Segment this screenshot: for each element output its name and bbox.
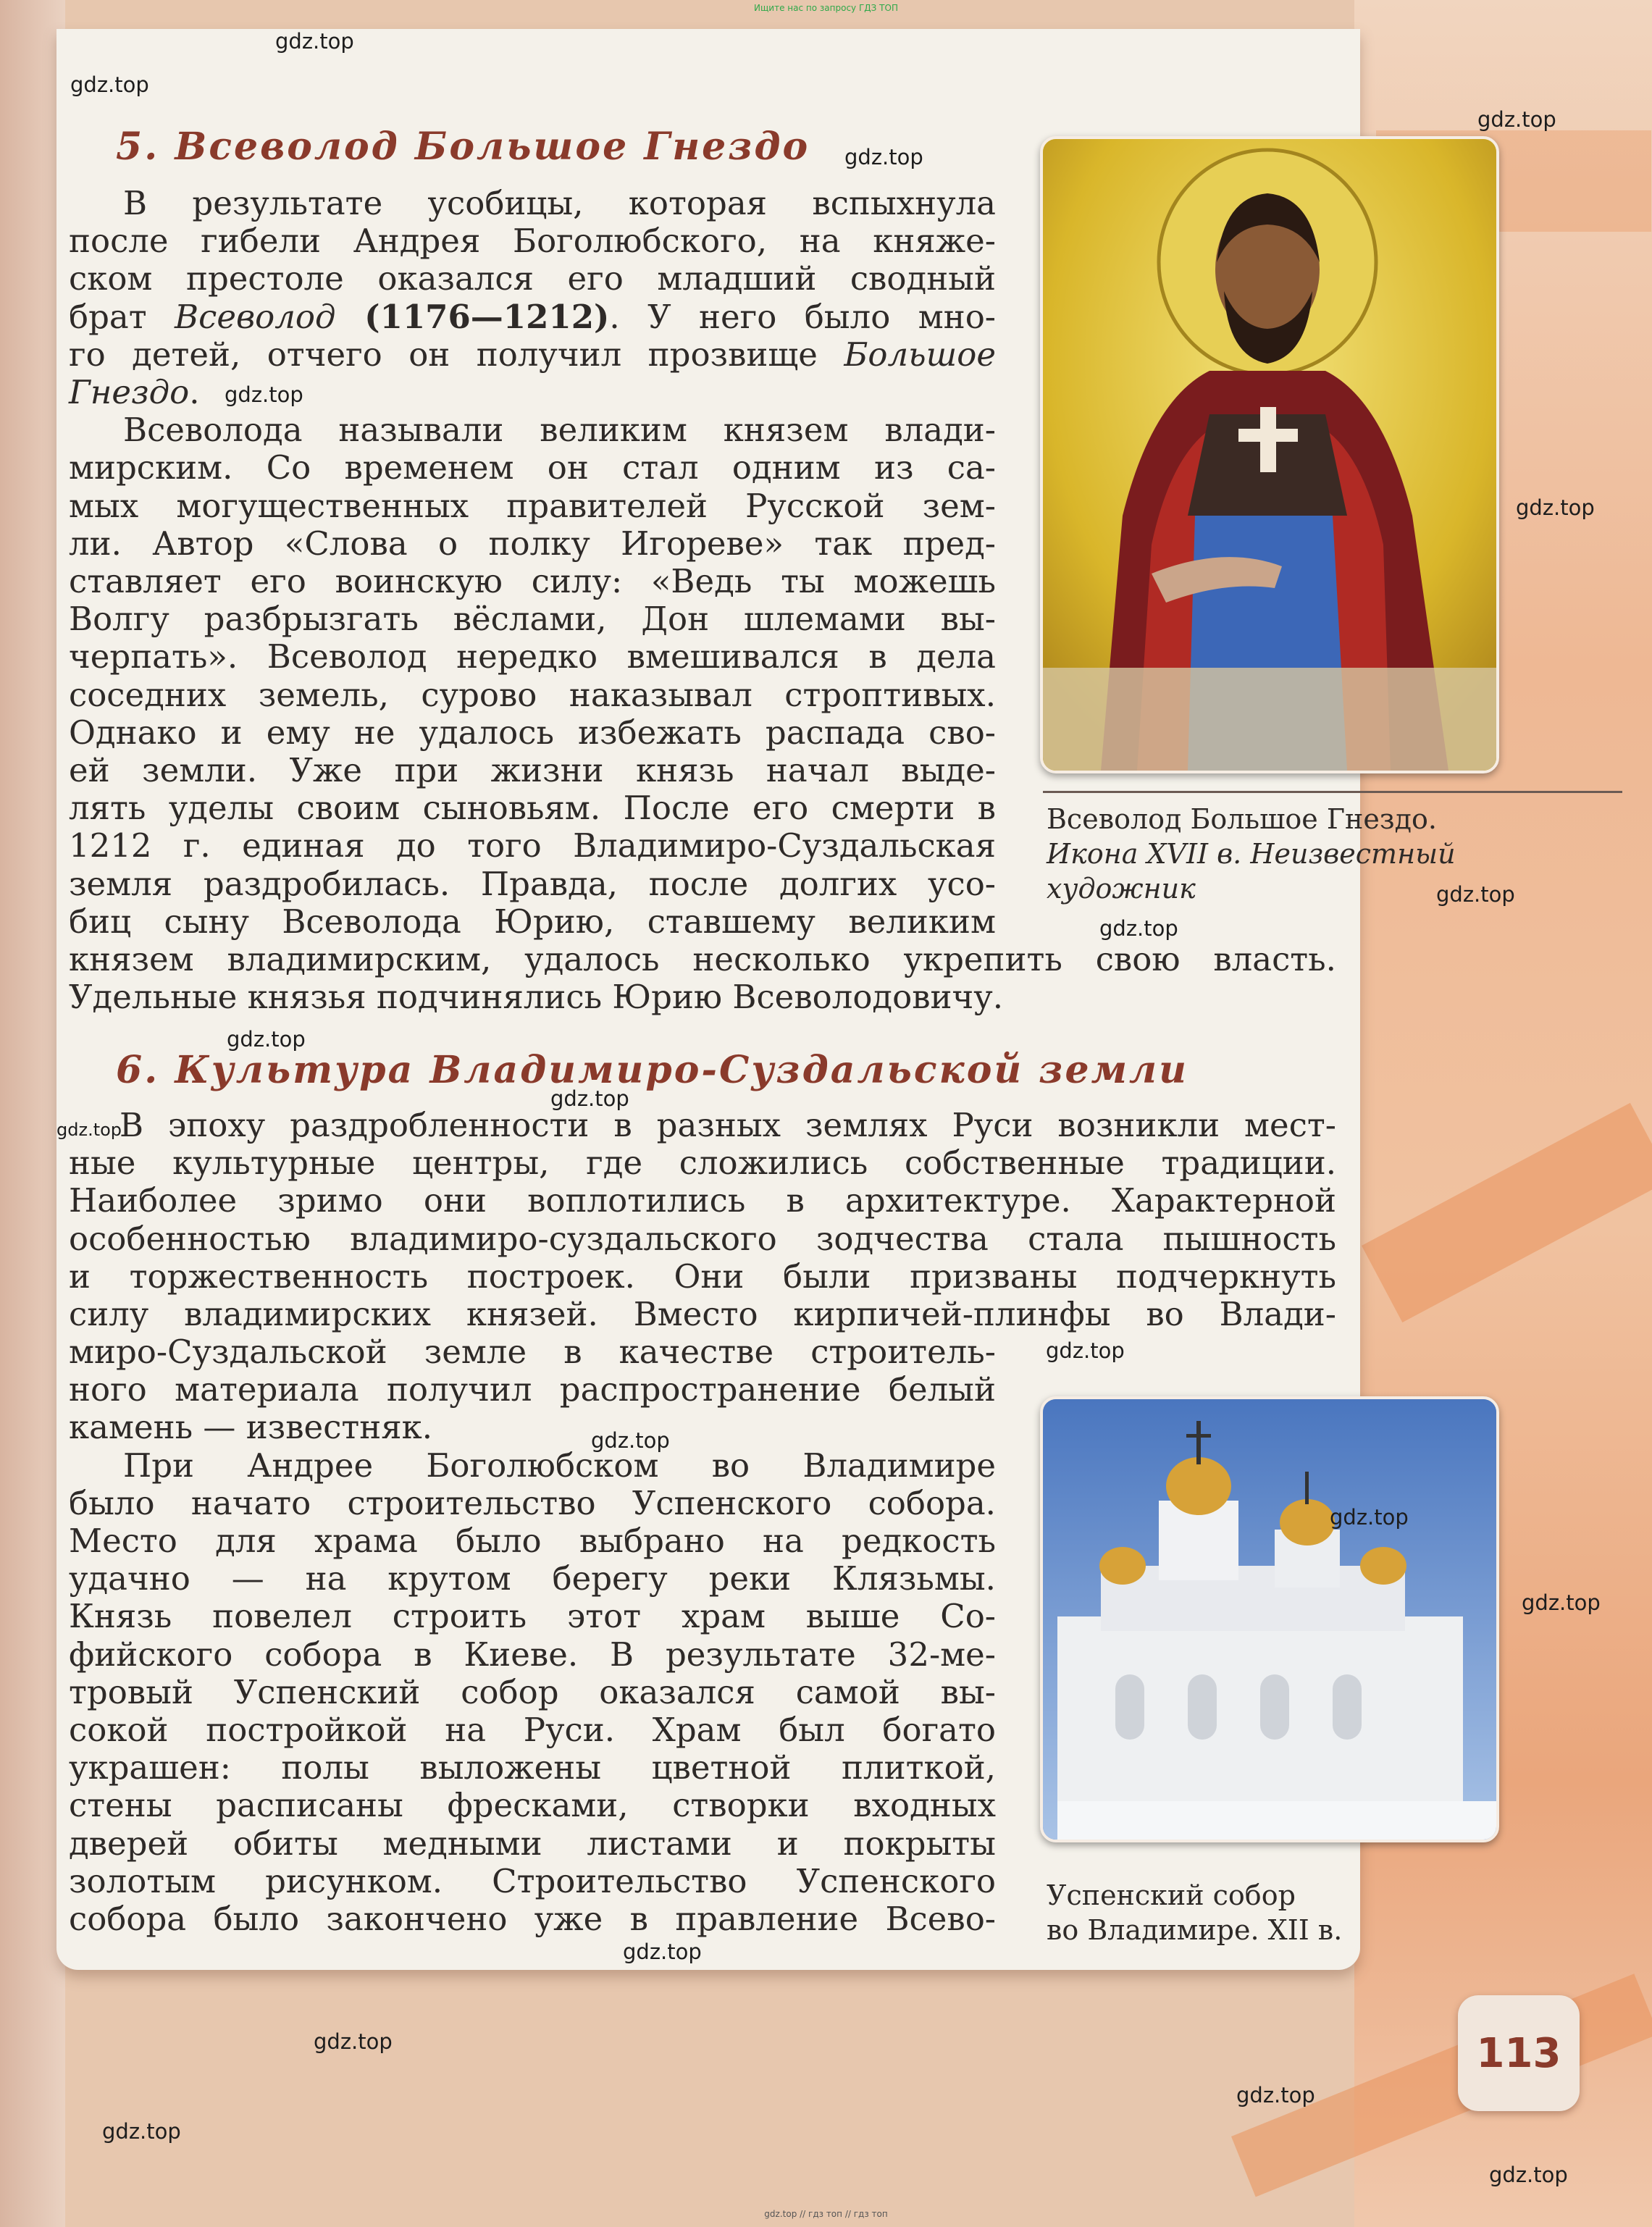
watermark: gdz.top	[1046, 1338, 1125, 1363]
cathedral-illustration	[1043, 1399, 1496, 1840]
watermark: gdz.top	[314, 2029, 393, 2054]
watermark: gdz.top	[1436, 882, 1515, 907]
caption-line: Успенский собор	[1047, 1879, 1296, 1911]
text-line: ском престоле оказался его младший сводный	[69, 259, 996, 298]
bottom-note: gdz.top // гдз топ // гдз топ	[764, 2209, 888, 2219]
text-line: камень — известняк.	[69, 1408, 433, 1447]
text-line: го детей, отчего он получил прозвище Большое	[69, 335, 996, 374]
text-line: после гибели Андрея Боголюбского, на княже-	[69, 222, 996, 261]
section-5-heading: 5. Всеволод Большое Гнездо	[116, 125, 810, 169]
caption-line: Икона XVII в. Неизвестный	[1047, 838, 1456, 870]
text-line: тровый Успенский собор оказался самой вы-	[69, 1672, 996, 1711]
watermark: gdz.top	[1099, 916, 1178, 941]
text-line: Всеволода называли великим князем влади-	[123, 411, 996, 450]
watermark: gdz.top	[225, 382, 303, 407]
text-line: князем владимирским, удалось несколько укрепить свою власть.	[69, 940, 1336, 978]
text-line: Волгу разбрызгать вёслами, Дон шлемами вы-	[69, 600, 996, 639]
text-line: украшен: полы выложены цветной плиткой,	[69, 1748, 996, 1787]
text-line: биц сыну Всеволода Юрию, ставшему великим	[69, 902, 996, 941]
watermark: gdz.top	[1522, 1590, 1601, 1615]
text-line: Князь повелел строить этот храм выше Со-	[69, 1597, 996, 1636]
text-line: стены расписаны фресками, створки входных	[69, 1786, 996, 1825]
section-5-text-wide	[69, 941, 1336, 1016]
icon-image-vsevolod	[1040, 136, 1499, 773]
text-line: В эпоху раздробленности в разных землях Руси возникли мест-	[120, 1106, 1336, 1144]
text-line: черпать». Всеволод нередко вмешивался в дела	[69, 637, 996, 676]
text-line: ного материала получил распространение белый	[69, 1370, 996, 1409]
caption-line: во Владимире. XII в.	[1047, 1914, 1343, 1946]
watermark: gdz.top	[1236, 2083, 1315, 2108]
section-6-heading: 6. Культура Владимиро-Суздальской земли	[116, 1048, 1188, 1092]
watermark: gdz.top	[623, 1939, 702, 1964]
binding-shadow	[0, 0, 65, 2227]
page-number: 113	[1458, 1995, 1580, 2111]
caption-cathedral	[1047, 1878, 1342, 1947]
caption-line: художник	[1047, 873, 1196, 905]
text-line: Наиболее зримо они воплотились в архитектуре. Характерной	[69, 1181, 1336, 1220]
watermark: gdz.top	[1477, 107, 1556, 132]
text-line: соседних земель, сурово наказывал строптивых.	[69, 675, 996, 714]
text-line: Гнездо.	[69, 373, 200, 412]
watermark: gdz.top	[70, 72, 149, 97]
watermark: gdz.top	[1516, 495, 1595, 520]
text-line: золотым рисунком. Строительство Успенского	[69, 1861, 996, 1900]
text-line: силу владимирских князей. Вместо кирпичей-плинфы во Влади-	[69, 1295, 1336, 1334]
text-line: дверей обиты медными листами и покрыты	[69, 1824, 996, 1863]
text-line: Однако и ему не удалось избежать распада сво-	[69, 713, 996, 752]
text-line: было начато строительство Успенского собора.	[69, 1483, 996, 1522]
text-line: удачно — на крутом берегу реки Клязьмы.	[69, 1559, 996, 1598]
caption-divider	[1043, 791, 1622, 793]
text-line: ей земли. Уже при жизни князь начал выде-	[69, 751, 996, 790]
watermark: gdz.top	[102, 2119, 181, 2144]
section-6-text-wide	[69, 1107, 1336, 1333]
text-line: ставляет его воинскую силу: «Ведь ты можешь	[69, 562, 996, 601]
watermark: gdz.top	[1489, 2163, 1568, 2187]
text-line: лять уделы своим сыновьям. После его смерти в	[69, 789, 996, 828]
text-line: При Андрее Боголюбском во Владимире	[123, 1446, 996, 1485]
text-line: В результате усобицы, которая вспыхнула	[123, 184, 996, 222]
text-line: земля раздробилась. Правда, после долгих усо-	[69, 864, 996, 903]
watermark: gdz.top	[591, 1428, 670, 1453]
saint-icon-illustration	[1043, 139, 1496, 771]
text-line: сокой постройкой на Руси. Храм был богато	[69, 1711, 996, 1750]
text-line: фийского собора в Киеве. В результате 32-ме-	[69, 1635, 996, 1674]
caption-icon	[1047, 802, 1456, 906]
top-search-note: Ищите нас по запросу ГДЗ ТОП	[754, 3, 898, 13]
watermark: gdz.top	[1330, 1505, 1409, 1530]
watermark: gdz.top	[550, 1086, 629, 1111]
watermark: gdz.top	[275, 29, 354, 54]
text-line: брат Всеволод (1176—1212). У него было мно-	[69, 297, 996, 336]
text-line: собора было закончено уже в правление Всево-	[69, 1900, 996, 1939]
text-line: ли. Автор «Слова о полку Игореве» так пред-	[69, 524, 996, 563]
section-5-text	[69, 185, 996, 941]
text-line: и торжественность построек. Они были призваны подчеркнуть	[69, 1257, 1336, 1296]
watermark: gdz.top	[56, 1120, 122, 1140]
text-line: особенностью владимиро-суздальского зодчества стала пышность	[69, 1219, 1336, 1258]
text-line: мых могущественных правителей Русской зем-	[69, 486, 996, 525]
cathedral-photo	[1040, 1396, 1499, 1842]
text-line: мирским. Со временем он стал одним из са-	[69, 448, 996, 487]
watermark: gdz.top	[227, 1027, 306, 1052]
caption-line: Всеволод Большое Гнездо.	[1047, 803, 1437, 835]
text-line: 1212 г. единая до того Владимиро-Суздальская	[69, 826, 996, 865]
text-line: миро-Суздальской земле в качестве строитель-	[69, 1333, 996, 1371]
watermark: gdz.top	[844, 145, 923, 169]
section-6-text	[69, 1333, 996, 1938]
text-line: Удельные князья подчинялись Юрию Всеволодовичу.	[69, 978, 1004, 1017]
text-line: Место для храма было выбрано на редкость	[69, 1522, 996, 1561]
text-line: ные культурные центры, где сложились собственные традиции.	[69, 1144, 1336, 1183]
